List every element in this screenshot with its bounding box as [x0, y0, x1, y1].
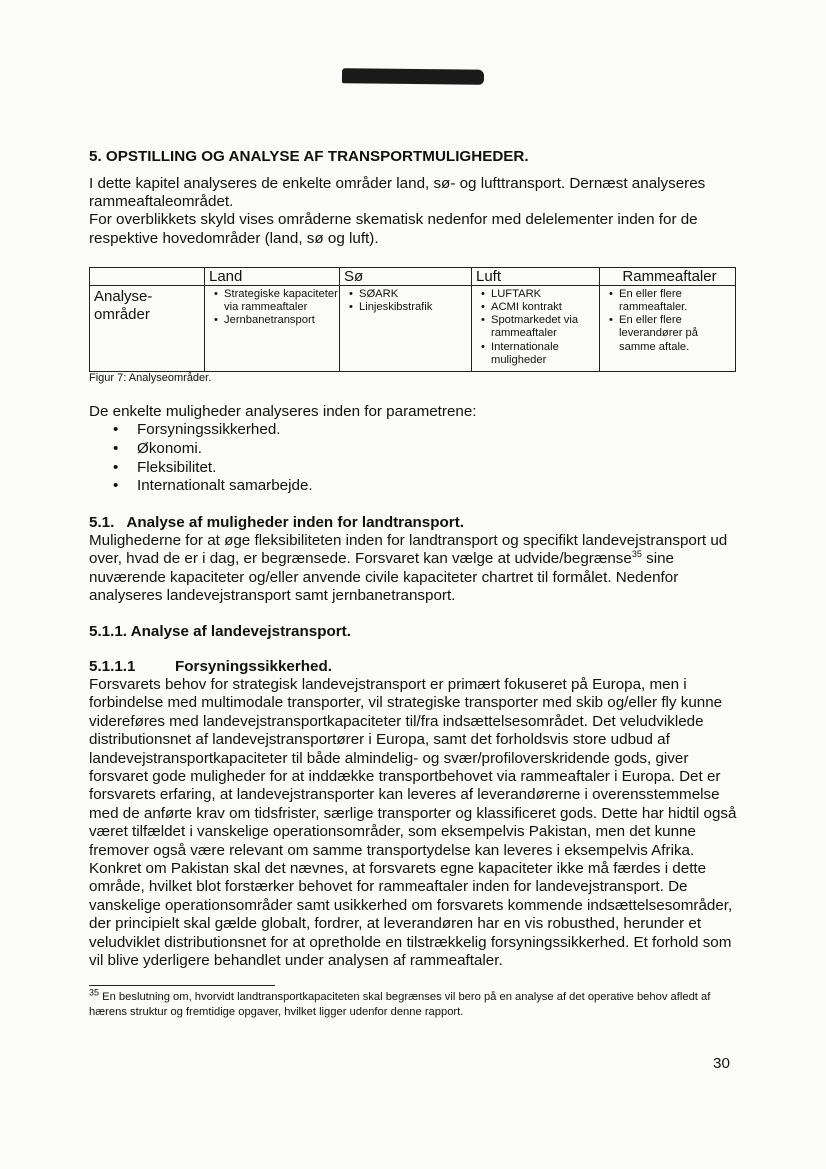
heading-5-1-1-1-number: 5.1.1.1: [89, 658, 136, 676]
analysis-areas-figure: [89, 267, 737, 385]
list-item: • Forsyningssikkerhed.: [113, 421, 281, 439]
page-number: 30: [713, 1055, 730, 1072]
luft-item: • LUFTARK: [481, 287, 542, 300]
param-text: Økonomi.: [137, 439, 202, 457]
cell-rammeaftaler: [600, 285, 736, 371]
page-content: [89, 148, 737, 1020]
footnote-ref: 35: [631, 549, 642, 560]
redaction-mark: [342, 68, 484, 84]
so-item: • SØARK: [349, 287, 399, 300]
header-luft: Luft: [472, 267, 600, 285]
paragraph-5-1-text-b: sine nuværende kapaciteter og/eller anvende civile kapaciteter chartret til formålet. Nedenfor analyseres landevejstransport samt jernbanetransport.: [89, 550, 679, 604]
land-item: • Jernbanetransport: [214, 314, 315, 327]
land-list: [206, 288, 338, 328]
luft-item-text: LUFTARK: [491, 287, 542, 300]
params-intro: De enkelte muligheder analyseres inden for parametrene:: [89, 402, 477, 420]
header-so: Sø: [340, 267, 472, 285]
cell-luft: [472, 285, 600, 371]
row-label: [90, 285, 205, 371]
table-row: [90, 285, 736, 371]
footnote-number: 35: [89, 986, 100, 997]
ramme-item: • En eller flere leverandører på samme aftale.: [609, 314, 698, 353]
analysis-areas-table: [89, 267, 736, 372]
param-text: Fleksibilitet.: [137, 458, 217, 476]
land-item-text: Jernbanetransport: [224, 314, 315, 327]
paragraph-5-1-1-1: Forsvarets behov for strategisk landevejstransport er primært fokuseret på Europa, men i forbindelse med multimodale transporter, vil strategiske transporter med skib og/eller fly kunne videreføres med landevejstransportkapaciteter til/fra indsættelsesområdet. Det veludviklede distributionsnet af landevejstransportører i Europa, samt det forholdsvis store udbud af landevejstransportkapaciteter til både almindelig- og svær/profiloverskridende gods, giver forsvaret gode muligheder for at inddække transportbehovet via rammeaftaler i Europa. Det er forsvarets erfaring, at landevejstransporter kan leveres af leverandørerne i overensstemmelse med de anførte krav om tidsfrister, særlige transporter og klassificeret gods. Dette har hidtil også været tilfældet i vanskelige operationsområder, som eksempelvis Pakistan, men det kunne fremover også være relevant om samme transportydelse kan leveres i eksempelvis Afrika. Konkret om Pakistan skal det nævnes, at forsvarets egne kapaciteter ikke må færdes i dette område, hvilket blot forstærker behovet for rammeaftaler inden for landevejstransport. De vanskelige operationsområder samt usikkerhed om forsvarets kommende indsættelsesområder, der principielt skal gælde globalt, fordrer, at leverandøren har en vis robusthed, herunder et veludviklet distributionsnet for at opretholde en tilstrækkelig forsyningssikkerhed. Et forhold som vil blive yderligere behandlet under analysen af rammeaftaler.: [89, 676, 737, 970]
footnote-divider: [89, 985, 275, 986]
header-rammeaftaler: Rammeaftaler: [600, 267, 736, 285]
paragraph-5-1: [89, 532, 737, 605]
luft-list: [473, 288, 598, 367]
luft-item-text: Internationale muligheder: [491, 340, 559, 366]
intro-paragraph-2: For overblikkets skyld vises områderne skematisk nedenfor med delelementer inden for de respektive hovedområder (land, sø og luft).: [89, 211, 698, 247]
land-item: • Strategiske kapaciteter via rammeaftaler: [214, 287, 338, 314]
luft-item: • Internationale muligheder: [481, 340, 559, 366]
ramme-item-text: En eller flere leverandører på samme aftale.: [619, 314, 698, 353]
intro-paragraph-1: I dette kapitel analyseres de enkelte områder land, sø- og lufttransport. Dernæst analyseres rammeaftaleområdet.: [89, 175, 706, 211]
heading-5-1-1: 5.1.1. Analyse af landevejstransport.: [89, 623, 351, 641]
footnote-text: En beslutning om, hvorvidt landtransportkapaciteten skal begrænses vil bero på en analyse af det operative behov afledt af hærens struktur og fremtidige opgaver, hvilket ligger udenfor denne rapport.: [89, 990, 711, 1018]
heading-chapter-5: 5. OPSTILLING OG ANALYSE AF TRANSPORTMULIGHEDER.: [89, 148, 529, 165]
list-item: • Fleksibilitet.: [113, 458, 217, 476]
so-item: • Linjeskibstrafik: [349, 301, 433, 314]
row-label-text: Analyse-områder: [94, 287, 153, 323]
heading-5-1-1-1-title: Forsyningssikkerhed.: [175, 658, 332, 676]
luft-item: • ACMI kontrakt: [481, 301, 562, 314]
heading-5-1-1-1: [89, 658, 737, 676]
luft-item-text: ACMI kontrakt: [491, 301, 562, 314]
header-empty: [90, 267, 205, 285]
header-land: Land: [205, 267, 340, 285]
ramme-list: [601, 288, 734, 354]
params-list: [89, 421, 737, 496]
ramme-item: • En eller flere rammeaftaler.: [609, 287, 688, 314]
paragraph-5-1-text-a: Mulighederne for at øge fleksibiliteten inden for landtransport og specifikt landevejstransport ud over, hvad de er i dag, er begrænsede. Forsvaret kan vælge at udvide/begrænse: [89, 532, 728, 568]
luft-item: • Spotmarkedet via rammeaftaler: [481, 314, 579, 340]
heading-5-1: 5.1. Analyse af muligheder inden for landtransport.: [89, 514, 464, 532]
table-header-row: [90, 267, 736, 285]
footnote: [89, 986, 737, 1020]
so-list: [341, 288, 470, 314]
so-item-text: Linjeskibstrafik: [359, 301, 433, 314]
so-item-text: SØARK: [359, 287, 399, 300]
cell-so: [340, 285, 472, 371]
list-item: • Internationalt samarbejde.: [113, 477, 313, 495]
param-text: Internationalt samarbejde.: [137, 477, 313, 495]
cell-land: [205, 285, 340, 371]
figure-caption: Figur 7: Analyseområder.: [89, 371, 212, 384]
ramme-item-text: En eller flere rammeaftaler.: [619, 287, 688, 314]
param-text: Forsyningssikkerhed.: [137, 421, 281, 439]
list-item: • Økonomi.: [113, 439, 202, 457]
luft-item-text: Spotmarkedet via rammeaftaler: [491, 314, 579, 340]
land-item-text: Strategiske kapaciteter via rammeaftaler: [224, 287, 338, 314]
